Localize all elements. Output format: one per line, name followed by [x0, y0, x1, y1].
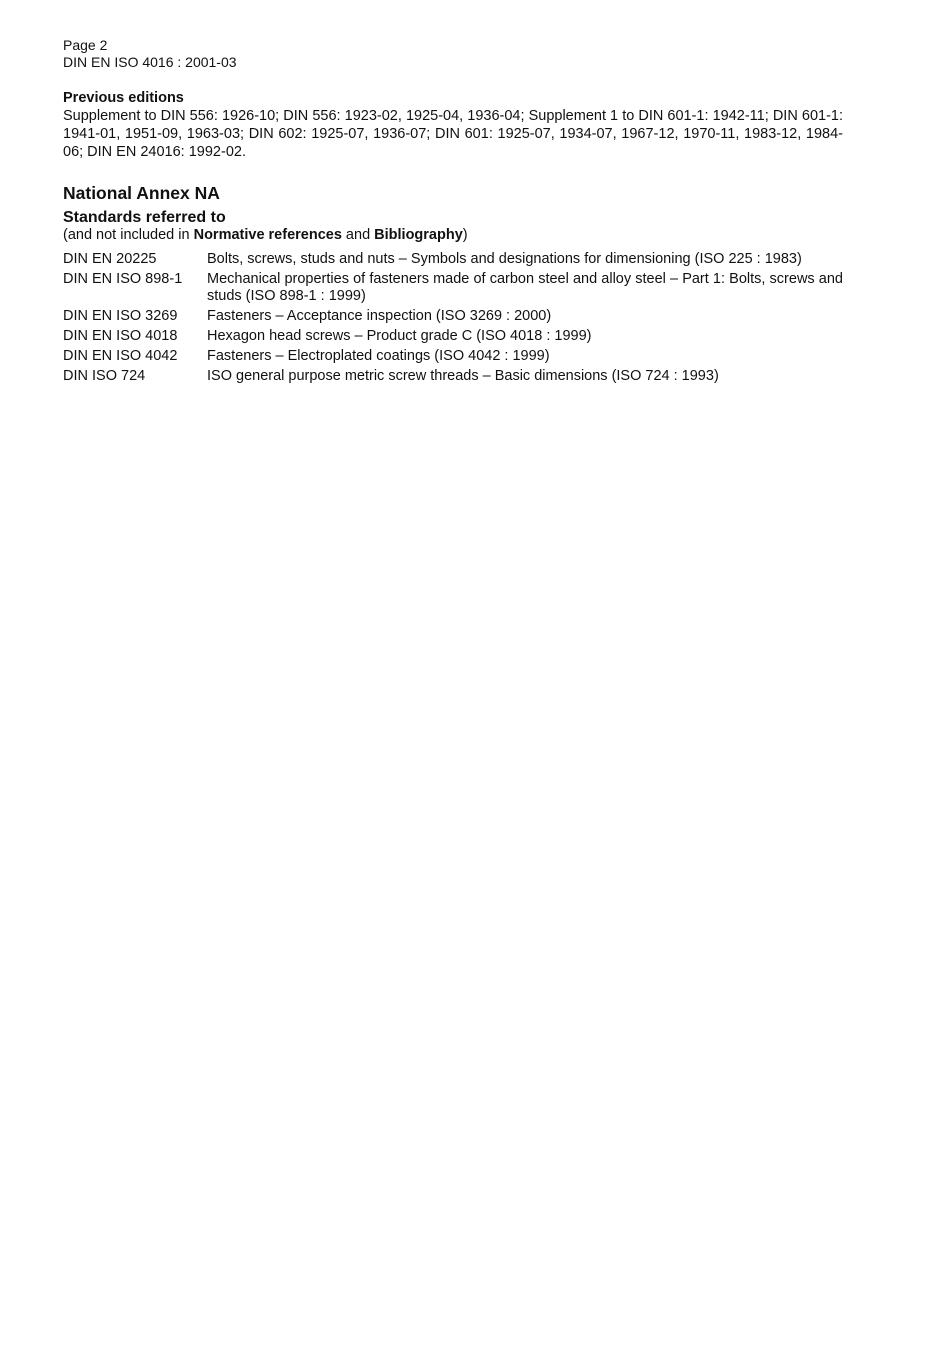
reference-row	[63, 251, 843, 271]
reference-code: DIN EN ISO 3269	[63, 308, 178, 324]
references-table	[63, 251, 843, 388]
reference-title: ISO general purpose metric screw threads – Basic dimensions (ISO 724 : 1993)	[207, 368, 719, 384]
standards-referred-heading: Standards referred to	[63, 209, 226, 226]
previous-editions-heading: Previous editions	[63, 90, 184, 106]
reference-code: DIN EN ISO 4018	[63, 328, 178, 344]
reference-row	[63, 328, 843, 348]
reference-row	[63, 348, 843, 368]
reference-code: DIN ISO 724	[63, 368, 146, 384]
note-suffix: )	[462, 227, 468, 243]
note-bibliography: Bibliography	[374, 227, 463, 243]
reference-title: Mechanical properties of fasteners made of carbon steel and alloy steel – Part 1: Bolts, screws and studs (ISO 898-1 : 1999)	[207, 271, 843, 304]
reference-code: DIN EN ISO 4042	[63, 348, 178, 364]
reference-code: DIN EN 20225	[63, 251, 157, 267]
reference-title: Bolts, screws, studs and nuts – Symbols and designations for dimensioning (ISO 225 : 1983)	[207, 251, 802, 267]
note-normative-references: Normative references	[193, 227, 342, 243]
note-mid: and	[341, 227, 375, 243]
reference-title: Hexagon head screws – Product grade C (ISO 4018 : 1999)	[207, 328, 592, 344]
reference-title: Fasteners – Electroplated coatings (ISO 4042 : 1999)	[207, 348, 550, 364]
national-annex-heading: National Annex NA	[63, 183, 220, 203]
document-id: DIN EN ISO 4016 : 2001-03	[63, 54, 237, 70]
reference-row	[63, 308, 843, 328]
reference-title: Fasteners – Acceptance inspection (ISO 3269 : 2000)	[207, 308, 552, 324]
reference-row	[63, 271, 843, 308]
reference-code: DIN EN ISO 898-1	[63, 271, 183, 287]
document-page	[63, 37, 843, 388]
note-prefix: (and not included in	[63, 227, 194, 243]
page-number: Page 2	[63, 37, 108, 53]
standards-note	[63, 227, 843, 244]
reference-row	[63, 368, 843, 388]
previous-editions-text: Supplement to DIN 556: 1926-10; DIN 556: 1923-02, 1925-04, 1936-04; Supplement 1 to DIN 601-1: 1942-11; DIN 601-1: 1941-01, 1951-09, 1963-03; DIN 602: 1925-07, 1936-07; DIN 601: 1925-07, 1934-07, 1967-12, 1970-11, 1983-12, 1984-06; DIN EN 24016: 1992-02.	[63, 108, 843, 160]
